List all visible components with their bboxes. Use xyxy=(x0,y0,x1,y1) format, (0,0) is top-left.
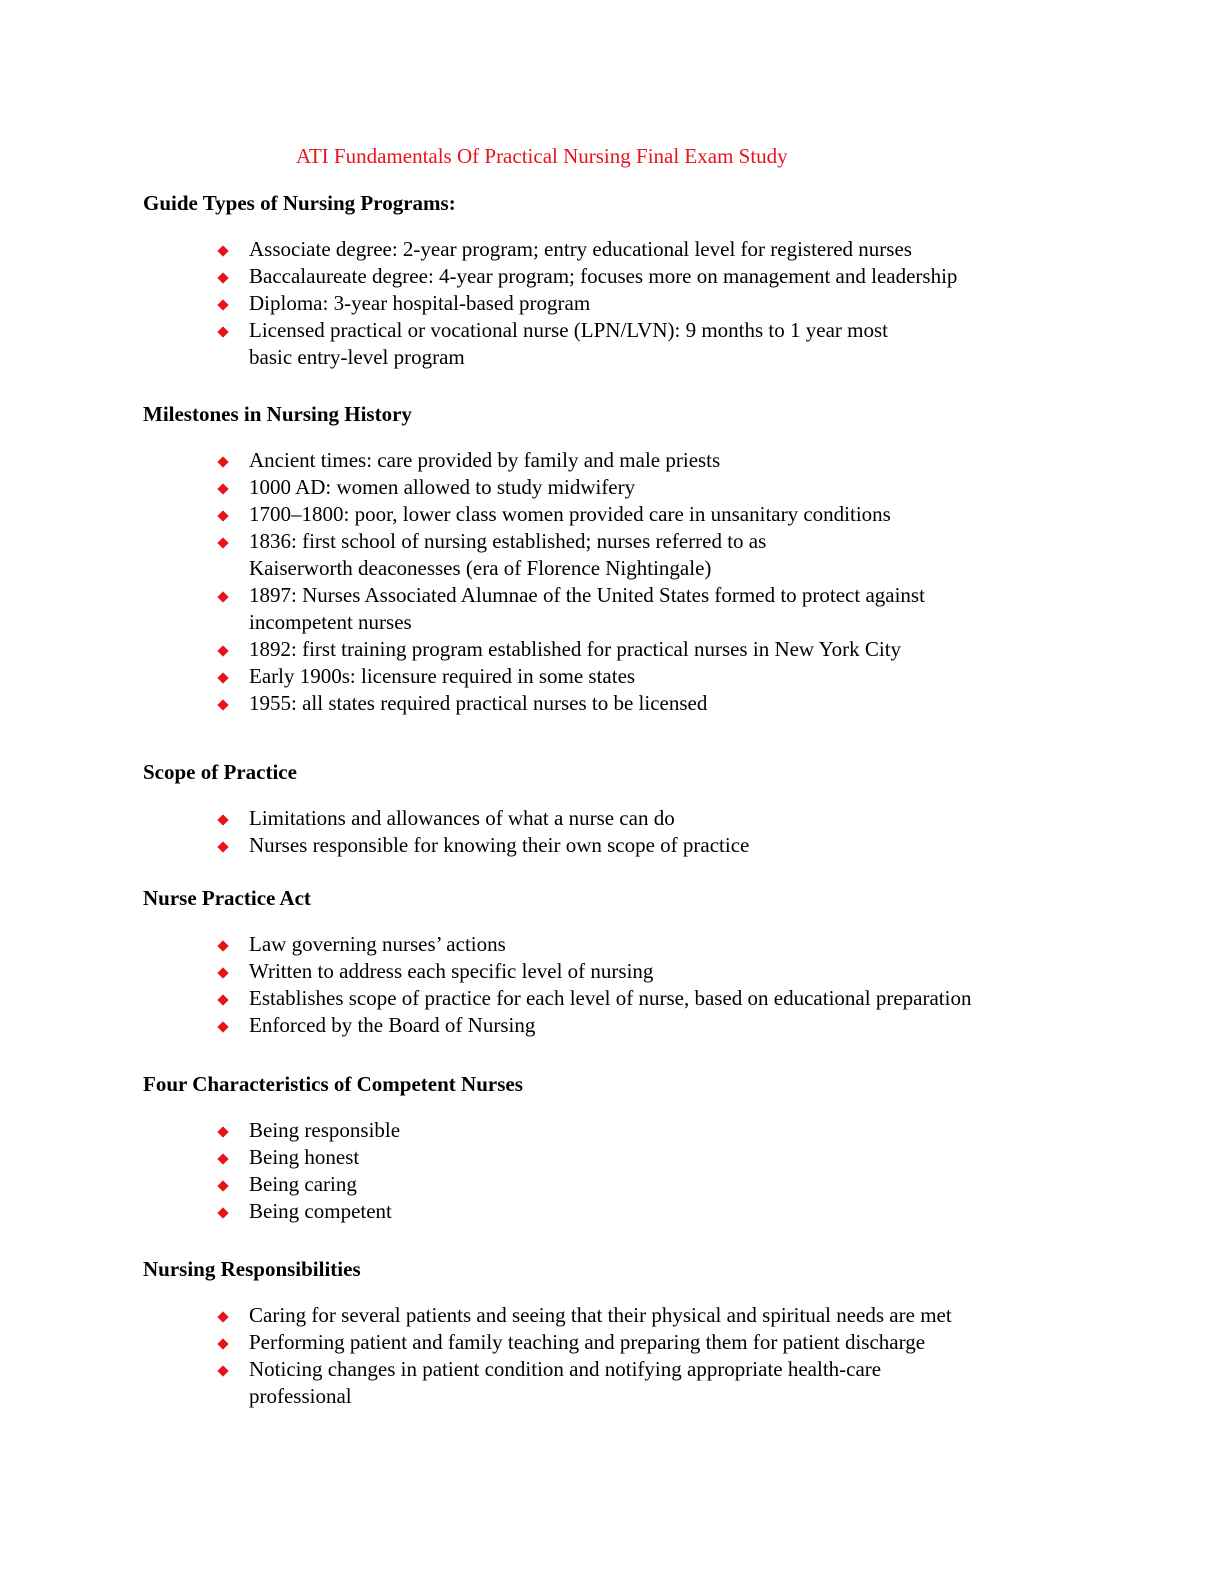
bullet-text xyxy=(249,1356,1079,1410)
section-heading: Four Characteristics of Competent Nurses xyxy=(143,1072,523,1096)
bullet-text-line: Baccalaureate degree: 4-year program; focuses more on management and leadership xyxy=(249,264,958,288)
diamond-bullet-icon xyxy=(217,1338,228,1349)
bullet-item xyxy=(143,1171,1079,1198)
section-heading: Nursing Responsibilities xyxy=(143,1257,361,1281)
bullet-list xyxy=(143,447,1103,717)
diamond-bullet-icon xyxy=(217,672,228,683)
diamond-bullet-icon xyxy=(217,645,228,656)
bullet-item xyxy=(143,1356,1079,1410)
bullet-text-line: Licensed practical or vocational nurse (LPN/LVN): 9 months to 1 year most xyxy=(249,318,888,342)
bullet-item xyxy=(143,317,1079,371)
section xyxy=(143,1071,1103,1225)
bullet-item xyxy=(143,636,1079,663)
diamond-bullet-icon xyxy=(217,1207,228,1218)
diamond-bullet-icon xyxy=(217,483,228,494)
section-heading: Nurse Practice Act xyxy=(143,886,311,910)
bullet-text xyxy=(249,317,1079,371)
section-heading: Milestones in Nursing History xyxy=(143,402,412,426)
bullet-text-line: Law governing nurses’ actions xyxy=(249,932,506,956)
bullet-text xyxy=(249,1302,1079,1329)
bullet-text-line: Being responsible xyxy=(249,1118,401,1142)
bullet-item xyxy=(143,263,1079,290)
bullet-text xyxy=(249,1329,1079,1356)
bullet-item xyxy=(143,290,1079,317)
bullet-text-line: Associate degree: 2-year program; entry educational level for registered nurses xyxy=(249,237,912,261)
diamond-bullet-icon xyxy=(217,1153,228,1164)
bullet-text-line: 1892: first training program established for practical nurses in New York City xyxy=(249,637,902,661)
bullet-item xyxy=(143,1198,1079,1225)
bullet-text-line: 1836: first school of nursing established; nurses referred to as xyxy=(249,529,767,553)
bullet-text-line: incompetent nurses xyxy=(249,610,412,634)
bullet-text-line: 1897: Nurses Associated Alumnae of the United States formed to protect against xyxy=(249,583,925,607)
bullet-item xyxy=(143,1329,1079,1356)
bullet-list xyxy=(143,805,1103,859)
diamond-bullet-icon xyxy=(217,510,228,521)
bullet-text xyxy=(249,474,1079,501)
bullet-text-line: Ancient times: care provided by family and male priests xyxy=(249,448,721,472)
document-title: ATI Fundamentals Of Practical Nursing Final Exam Study xyxy=(296,144,788,168)
section xyxy=(143,190,1103,371)
bullet-text-line: Diploma: 3-year hospital-based program xyxy=(249,291,591,315)
bullet-list xyxy=(143,236,1103,371)
bullet-text xyxy=(249,582,1079,636)
bullet-text-line: Limitations and allowances of what a nurse can do xyxy=(249,806,675,830)
bullet-text-line: Enforced by the Board of Nursing xyxy=(249,1013,536,1037)
bullet-item xyxy=(143,985,1079,1012)
diamond-bullet-icon xyxy=(217,967,228,978)
bullet-text xyxy=(249,1171,1079,1198)
bullet-text-line: Kaiserworth deaconesses (era of Florence Nightingale) xyxy=(249,556,712,580)
bullet-list xyxy=(143,931,1103,1039)
bullet-text xyxy=(249,1012,1079,1039)
bullet-item xyxy=(143,1302,1079,1329)
bullet-text-line: Establishes scope of practice for each level of nurse, based on educational preparation xyxy=(249,986,972,1010)
bullet-text-line: Performing patient and family teaching and preparing them for patient discharge xyxy=(249,1330,926,1354)
diamond-bullet-icon xyxy=(217,814,228,825)
bullet-text xyxy=(249,263,1079,290)
bullet-text-line: Being caring xyxy=(249,1172,357,1196)
bullet-item xyxy=(143,958,1079,985)
diamond-bullet-icon xyxy=(217,326,228,337)
diamond-bullet-icon xyxy=(217,1311,228,1322)
bullet-text xyxy=(249,985,1079,1012)
diamond-bullet-icon xyxy=(217,994,228,1005)
bullet-item xyxy=(143,805,1079,832)
bullet-text xyxy=(249,1117,1079,1144)
bullet-text xyxy=(249,1144,1079,1171)
bullet-item xyxy=(143,663,1079,690)
bullet-text-line: basic entry-level program xyxy=(249,345,465,369)
bullet-text xyxy=(249,501,1079,528)
section-heading: Guide Types of Nursing Programs: xyxy=(143,191,456,215)
bullet-text xyxy=(249,1198,1079,1225)
bullet-text xyxy=(249,290,1079,317)
diamond-bullet-icon xyxy=(217,699,228,710)
bullet-item xyxy=(143,1144,1079,1171)
bullet-text xyxy=(249,663,1079,690)
diamond-bullet-icon xyxy=(217,1021,228,1032)
diamond-bullet-icon xyxy=(217,1180,228,1191)
bullet-text xyxy=(249,690,1079,717)
bullet-item xyxy=(143,832,1079,859)
bullet-item xyxy=(143,501,1079,528)
bullet-item xyxy=(143,1012,1079,1039)
section xyxy=(143,401,1103,717)
section xyxy=(143,1256,1103,1410)
bullet-item xyxy=(143,931,1079,958)
bullet-text-line: Written to address each specific level of nursing xyxy=(249,959,654,983)
bullet-text xyxy=(249,805,1079,832)
bullet-text-line: 1955: all states required practical nurses to be licensed xyxy=(249,691,708,715)
bullet-text-line: Caring for several patients and seeing that their physical and spiritual needs are met xyxy=(249,1303,952,1327)
diamond-bullet-icon xyxy=(217,245,228,256)
bullet-text-line: Early 1900s: licensure required in some states xyxy=(249,664,636,688)
bullet-text xyxy=(249,832,1079,859)
diamond-bullet-icon xyxy=(217,1365,228,1376)
bullet-text-line: Noticing changes in patient condition and notifying appropriate health-care xyxy=(249,1357,882,1381)
bullet-item xyxy=(143,582,1079,636)
bullet-text xyxy=(249,236,1079,263)
diamond-bullet-icon xyxy=(217,272,228,283)
bullet-text-line: professional xyxy=(249,1384,352,1408)
bullet-item xyxy=(143,1117,1079,1144)
bullet-text xyxy=(249,447,1079,474)
bullet-text-line: 1000 AD: women allowed to study midwifery xyxy=(249,475,636,499)
bullet-text xyxy=(249,958,1079,985)
bullet-item xyxy=(143,690,1079,717)
section-heading: Scope of Practice xyxy=(143,760,297,784)
bullet-item xyxy=(143,447,1079,474)
bullet-item xyxy=(143,236,1079,263)
diamond-bullet-icon xyxy=(217,456,228,467)
diamond-bullet-icon xyxy=(217,299,228,310)
bullet-text-line: Being competent xyxy=(249,1199,392,1223)
bullet-text xyxy=(249,636,1079,663)
bullet-list xyxy=(143,1117,1103,1225)
diamond-bullet-icon xyxy=(217,591,228,602)
diamond-bullet-icon xyxy=(217,1126,228,1137)
diamond-bullet-icon xyxy=(217,537,228,548)
bullet-text xyxy=(249,528,1079,582)
bullet-text xyxy=(249,931,1079,958)
section xyxy=(143,885,1103,1039)
diamond-bullet-icon xyxy=(217,841,228,852)
bullet-item xyxy=(143,474,1079,501)
bullet-text-line: 1700–1800: poor, lower class women provided care in unsanitary conditions xyxy=(249,502,891,526)
bullet-item xyxy=(143,528,1079,582)
bullet-text-line: Being honest xyxy=(249,1145,360,1169)
bullet-list xyxy=(143,1302,1103,1410)
bullet-text-line: Nurses responsible for knowing their own scope of practice xyxy=(249,833,750,857)
diamond-bullet-icon xyxy=(217,940,228,951)
section xyxy=(143,759,1103,859)
